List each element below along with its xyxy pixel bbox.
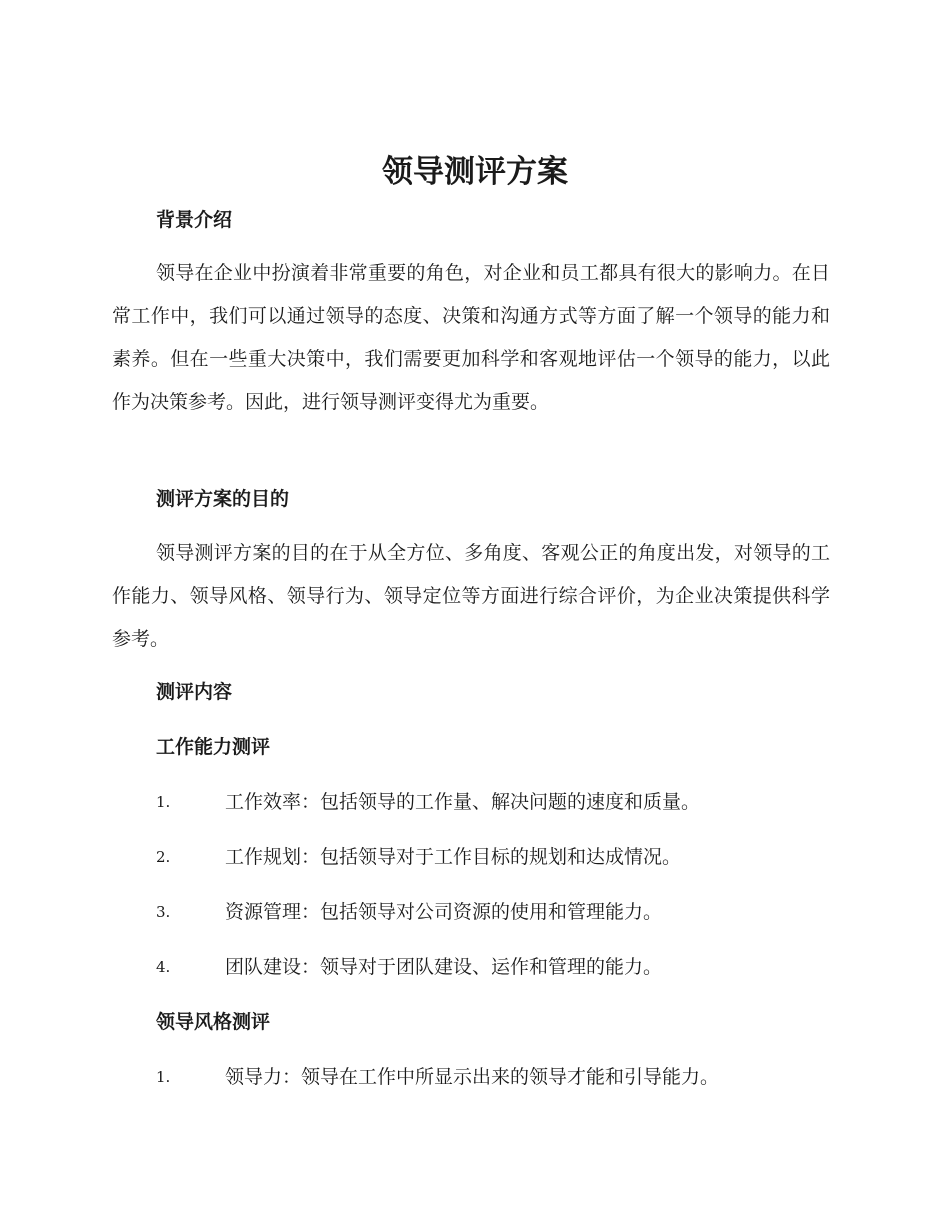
paragraph-purpose: 领导测评方案的目的在于从全方位、多角度、客观公正的角度出发，对领导的工作能力、领导风格、领导行为、领导定位等方面进行综合评价，为企业决策提供科学参考。 bbox=[112, 542, 830, 650]
list-item-text: 领导力：领导在工作中所显示出来的领导才能和引导能力。 bbox=[225, 1066, 720, 1088]
list-number: 2. bbox=[156, 848, 171, 866]
list-item-text: 团队建设：领导对于团队建设、运作和管理的能力。 bbox=[225, 956, 663, 978]
section-heading-content: 测评内容 bbox=[156, 681, 233, 703]
section-heading-background: 背景介绍 bbox=[156, 209, 233, 231]
paragraph-background: 领导在企业中扮演着非常重要的角色，对企业和员工都具有很大的影响力。在日常工作中，我们可以通过领导的态度、决策和沟通方式等方面了解一个领导的能力和素养。但在一些重大决策中，我们需要更加科学和客观地评估一个领导的能力，以此作为决策参考。因此，进行领导测评变得尤为重要。 bbox=[112, 262, 830, 413]
list-number: 4. bbox=[156, 958, 171, 976]
section-heading-work-ability: 工作能力测评 bbox=[156, 736, 271, 758]
list-item bbox=[156, 842, 836, 872]
section-heading-leadership-style: 领导风格测评 bbox=[156, 1011, 271, 1033]
list-number: 1. bbox=[156, 1068, 171, 1086]
list-item-text: 工作规划：包括领导对于工作目标的规划和达成情况。 bbox=[225, 846, 682, 868]
list-number: 3. bbox=[156, 903, 171, 921]
section-heading-purpose: 测评方案的目的 bbox=[156, 488, 290, 510]
list-item bbox=[156, 787, 836, 817]
list-item-text: 工作效率：包括领导的工作量、解决问题的速度和质量。 bbox=[225, 791, 701, 813]
list-item-text: 资源管理：包括领导对公司资源的使用和管理能力。 bbox=[225, 901, 663, 923]
list-item bbox=[156, 952, 836, 982]
list-item bbox=[156, 897, 836, 927]
list-number: 1. bbox=[156, 793, 171, 811]
list-item bbox=[156, 1062, 836, 1092]
document-title: 领导测评方案 bbox=[382, 154, 568, 190]
